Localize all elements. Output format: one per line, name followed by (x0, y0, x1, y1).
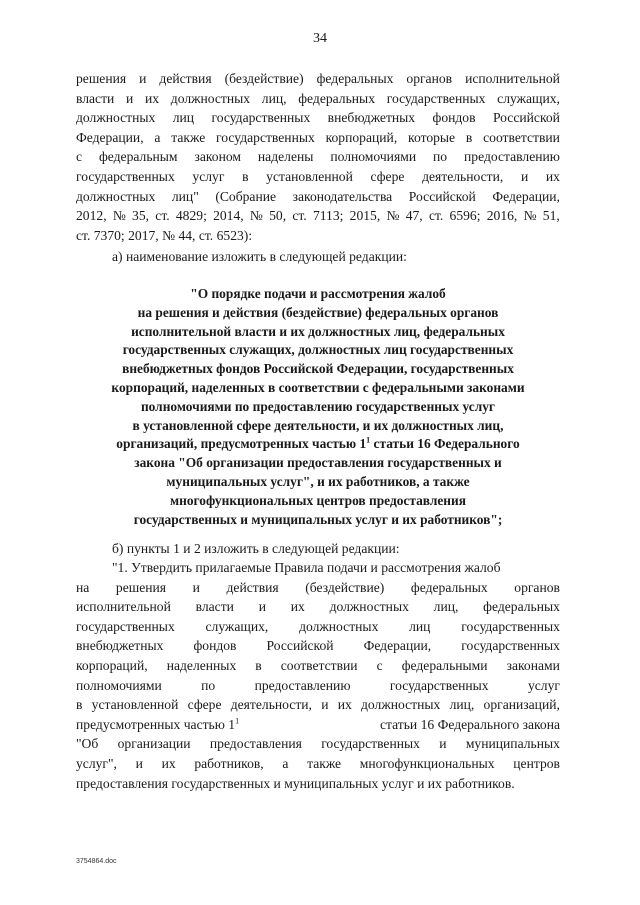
text-line (76, 754, 560, 774)
word: наделены (257, 149, 314, 165)
word: исполнительной (76, 599, 171, 615)
word: федеральным (98, 149, 178, 165)
word: должностных (76, 110, 156, 126)
word: 2015, (349, 208, 381, 224)
word: и (135, 755, 143, 771)
word: "Об (76, 736, 99, 752)
word: предоставлению (254, 677, 351, 693)
word: Российской (408, 188, 476, 204)
text-line: предоставления государственных и муниципальных услуг и их работников. (76, 775, 515, 791)
word: должностных (170, 90, 251, 106)
title-line: "О порядке подачи и рассмотрения жалоб (190, 286, 446, 301)
word: лиц" (171, 188, 199, 204)
text-line-text: статьи 16 Федерального закона (379, 716, 560, 732)
word: 2014, (213, 208, 244, 224)
word: полномочиями (330, 149, 417, 165)
word: 50, (269, 208, 287, 224)
word: власти (195, 599, 234, 615)
word: ст. (155, 208, 170, 224)
word: в (465, 129, 473, 145)
word: государственных (386, 90, 486, 106)
word: 7113; (312, 208, 344, 224)
word: лиц, (433, 599, 459, 615)
word: государственных (211, 110, 311, 126)
word: 47, (405, 208, 423, 224)
text-line (76, 617, 560, 637)
word: государственных (321, 736, 420, 752)
word: служащих, (497, 90, 560, 106)
word: корпораций, (76, 657, 148, 673)
text-line (76, 108, 560, 128)
text-line (76, 695, 560, 715)
word: 2012, (76, 208, 107, 224)
text-line (76, 578, 560, 598)
superscript: 1 (366, 435, 371, 445)
word: государственных (461, 618, 560, 634)
paragraph-b: б) пункты 1 и 2 изложить в следующей редакции: (112, 541, 400, 556)
word: многофункциональных (359, 755, 495, 771)
word: органов (406, 71, 453, 86)
word: служащих, (205, 618, 269, 634)
intro-paragraph (76, 69, 560, 245)
word: государственных (76, 168, 175, 184)
word: государственных (461, 638, 560, 654)
word: соответствии (483, 129, 560, 145)
word: органов (514, 579, 560, 595)
word: власти (76, 90, 115, 106)
word: (бездействие) (305, 579, 385, 595)
word: законами (506, 657, 560, 673)
word: и (520, 168, 529, 184)
word: с (376, 657, 383, 673)
word: по (201, 677, 216, 693)
word: и (258, 599, 266, 615)
word: услуг (192, 168, 225, 184)
word: государственных (216, 129, 315, 145)
word: № (523, 208, 537, 224)
word: по (433, 149, 448, 165)
title-line-text: статьи 16 Федерального (370, 436, 520, 452)
document-filename: 3754864.doc (76, 858, 117, 865)
text-line (76, 676, 560, 696)
word: федеральными (401, 657, 488, 673)
superscript: 1 (235, 716, 240, 726)
text-line (76, 597, 560, 617)
title-line (76, 435, 560, 454)
page-number: 34 (313, 31, 327, 46)
text-line-text: предусмотренных частью 1 (76, 716, 236, 732)
word: действия (226, 579, 279, 595)
word: № (249, 208, 263, 224)
title-line: внебюджетных фондов Российской Федерации, государственных (122, 361, 514, 377)
title-line: полномочиями по предоставлению государственных услуг (140, 398, 496, 414)
word: Федерации, (492, 188, 560, 204)
word: 4829; (175, 208, 207, 224)
word: (Собрание (215, 188, 277, 204)
word: и (321, 697, 329, 713)
word: а (154, 129, 161, 145)
word: федеральных (316, 71, 394, 86)
word: их (337, 697, 352, 713)
title-line: закона "Об организации предоставления государственных и (134, 455, 502, 471)
word: (бездействие) (224, 71, 304, 86)
word: а (282, 755, 289, 771)
text-line (76, 734, 560, 754)
word: и (192, 579, 200, 595)
word: предоставления (209, 736, 302, 752)
word: лиц (409, 618, 431, 634)
text-line (76, 206, 560, 226)
text-line (76, 167, 560, 187)
word: корпораций, (325, 129, 398, 145)
word: лиц, (261, 90, 287, 106)
word: Российской (266, 638, 334, 654)
word: Российской (492, 110, 560, 126)
word: ст. (292, 208, 307, 224)
word: 2016, (486, 208, 518, 224)
word: внебюджетных (327, 110, 416, 126)
word: 35, (132, 208, 150, 224)
text-line: "1. Утвердить прилагаемые Правила подачи и рассмотрения жалоб (112, 560, 501, 575)
word: законом (194, 149, 241, 165)
rule-paragraph (76, 558, 560, 793)
word: федеральных (483, 599, 560, 615)
word: и (139, 71, 147, 86)
word: услуг (527, 677, 560, 693)
word: соответствии (280, 657, 358, 673)
word: на (76, 579, 90, 595)
word: в (76, 697, 83, 713)
word: организации (117, 736, 191, 752)
word: и (439, 736, 447, 752)
title-line: государственных служащих, должностных лиц государственных (122, 342, 514, 358)
title-line: государственных и муниципальных услуг и их работников"; (133, 511, 503, 527)
word: Федерации, (76, 129, 144, 145)
title-line: на решения и действия (бездействие) федеральных органов (137, 304, 499, 320)
word: лиц, (449, 697, 475, 713)
word: законодательства (292, 188, 393, 204)
text-line (76, 656, 560, 676)
word: в (255, 657, 262, 673)
word: 51, (542, 208, 560, 224)
word: работников, (194, 755, 264, 771)
word: наделенных (166, 657, 237, 673)
word: № (386, 208, 400, 224)
word: сфере (187, 697, 222, 713)
title-line: корпораций, наделенных в соответствии с федеральными законами (111, 379, 525, 395)
word: также (171, 129, 206, 145)
text-line (76, 69, 560, 89)
word: услуг", (76, 755, 117, 771)
word: установленной (91, 697, 179, 713)
word: деятельности, (230, 697, 312, 713)
amended-title (76, 285, 560, 529)
word: также (307, 755, 342, 771)
word: их (290, 599, 305, 615)
word: решения (76, 71, 127, 86)
word: 6596; (449, 208, 481, 224)
word: предоставлению (464, 149, 560, 165)
word: решения (115, 579, 167, 595)
word: муниципальных (465, 736, 560, 752)
word: должностных (299, 618, 379, 634)
word: и (126, 90, 134, 106)
word: центров (513, 755, 560, 771)
word: полномочиями (76, 677, 162, 693)
word: в (242, 168, 249, 184)
text-line (76, 187, 560, 207)
word: организаций, (483, 697, 560, 713)
word: федеральных (410, 579, 488, 595)
text-line (76, 715, 560, 735)
title-line: муниципальных услуг", и их работников, а также (166, 473, 470, 489)
word: федеральных (298, 90, 375, 106)
word: № (112, 208, 126, 224)
word: действия (159, 71, 212, 86)
text-line (76, 147, 560, 167)
word: с (76, 149, 83, 165)
word: их (545, 168, 560, 184)
title-line: в установленной сфере деятельности, и их должностных лиц, (132, 417, 504, 433)
word: должностных (361, 697, 441, 713)
word: внебюджетных (76, 638, 164, 654)
word: государственных (76, 618, 175, 634)
word: лиц (172, 110, 195, 126)
text-line (76, 636, 560, 656)
word: деятельности, (422, 168, 504, 184)
word: сфере (370, 168, 405, 184)
word: исполнительной (465, 71, 560, 86)
text-line (76, 89, 560, 109)
paragraph-a: а) наименование изложить в следующей редакции: (112, 249, 407, 264)
word: ст. (428, 208, 444, 224)
text-line (76, 128, 560, 148)
word: должностных (329, 599, 409, 615)
word: фондов (193, 638, 237, 654)
title-line: исполнительной власти и их должностных лиц, федеральных (131, 323, 505, 339)
word: должностных (76, 188, 156, 204)
word: их (161, 755, 176, 771)
word: их (145, 90, 160, 106)
word: государственных (389, 677, 489, 693)
title-line: многофункциональных центров предоставления (170, 492, 466, 508)
word: Федерации, (363, 638, 432, 654)
word: которые (408, 129, 456, 145)
text-line-part (76, 715, 239, 735)
word: установленной (266, 168, 353, 184)
word: фондов (432, 110, 476, 126)
title-line-text: организаций, предусмотренных частью 1 (116, 436, 367, 452)
text-line: ст. 7370; 2017, № 44, ст. 6523): (76, 227, 253, 243)
